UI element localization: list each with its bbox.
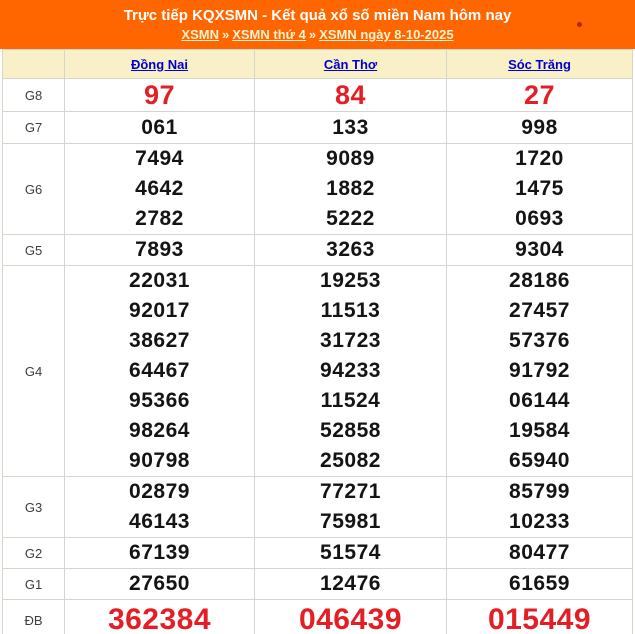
result-cell [65, 538, 255, 569]
result-cell [447, 538, 633, 569]
result-cell [65, 112, 255, 144]
lottery-results-table [2, 49, 633, 634]
result-cell [447, 79, 633, 112]
result-cell [65, 477, 255, 538]
result-number: 9304 [515, 238, 564, 261]
prize-row-g4 [3, 266, 633, 477]
result-cell [255, 112, 447, 144]
result-cell [447, 569, 633, 600]
result-number: 46143 [129, 510, 190, 533]
result-cell [65, 600, 255, 634]
result-number: 362384 [107, 603, 212, 634]
result-cell [65, 569, 255, 600]
result-number: 80477 [509, 541, 570, 564]
result-number: 65940 [509, 449, 570, 472]
breadcrumb-separator: » [308, 27, 317, 42]
result-cell [255, 79, 447, 112]
breadcrumb-link[interactable]: XSMN thứ 4 [232, 27, 306, 42]
result-number: 77271 [320, 480, 381, 503]
prize-row-g3 [3, 477, 633, 538]
province-link-dong-nai[interactable]: Đồng Nai [130, 56, 189, 72]
province-header-can-tho [255, 50, 447, 79]
result-number: 28186 [509, 269, 570, 292]
result-number: 10233 [509, 510, 570, 533]
result-number: 91792 [509, 359, 570, 382]
result-number: 94233 [320, 359, 381, 382]
result-number: 11524 [320, 389, 381, 412]
result-cell [255, 477, 447, 538]
prize-label: G5 [3, 235, 65, 266]
result-cell [255, 144, 447, 235]
result-number: 84 [334, 80, 367, 110]
province-header-row [3, 50, 633, 79]
result-number: 7494 [135, 147, 184, 170]
result-cell [65, 266, 255, 477]
result-number: 38627 [129, 329, 190, 352]
prize-row-g5 [3, 235, 633, 266]
result-number: 57376 [509, 329, 570, 352]
prize-label: G4 [3, 266, 65, 477]
result-number: 27650 [129, 572, 190, 595]
result-number: 133 [332, 115, 369, 139]
result-cell [65, 235, 255, 266]
prize-row-db [3, 600, 633, 634]
result-number: 92017 [129, 299, 190, 322]
page-title: Trực tiếp KQXSMN - Kết quả xổ số miền Nam hôm nay [123, 7, 512, 24]
result-number: 06144 [509, 389, 570, 412]
result-number: 3263 [326, 238, 375, 261]
result-cell [255, 600, 447, 634]
result-number: 98264 [129, 419, 190, 442]
result-cell [447, 477, 633, 538]
result-number: 4642 [135, 177, 184, 200]
province-header-soc-trang [447, 50, 633, 79]
result-number: 0693 [515, 207, 564, 230]
result-number: 2782 [135, 207, 184, 230]
result-cell [255, 266, 447, 477]
prize-label: G7 [3, 112, 65, 144]
breadcrumb [0, 26, 635, 43]
prize-label: G6 [3, 144, 65, 235]
province-link-soc-trang[interactable]: Sóc Trăng [508, 56, 571, 72]
result-number: 7893 [135, 238, 184, 261]
prize-label: G1 [3, 569, 65, 600]
result-cell [447, 266, 633, 477]
result-number: 52858 [320, 419, 381, 442]
result-cell [255, 235, 447, 266]
result-number: 046439 [298, 603, 403, 634]
result-cell [447, 600, 633, 634]
result-cell [65, 144, 255, 235]
result-number: 015449 [487, 603, 592, 634]
page-banner [0, 0, 635, 49]
result-cell [255, 538, 447, 569]
result-number: 27 [523, 80, 556, 110]
prize-row-g1 [3, 569, 633, 600]
result-number: 061 [141, 115, 178, 139]
result-number: 22031 [129, 269, 190, 292]
prize-label: ĐB [3, 600, 65, 634]
result-cell [447, 235, 633, 266]
result-number: 9089 [326, 147, 375, 170]
prize-row-g2 [3, 538, 633, 569]
result-number: 67139 [129, 541, 190, 564]
result-number: 25082 [320, 449, 381, 472]
prize-label: G2 [3, 538, 65, 569]
breadcrumb-link[interactable]: XSMN ngày 8-10-2025 [319, 27, 454, 42]
breadcrumb-link[interactable]: XSMN [181, 27, 219, 42]
result-number: 1882 [326, 177, 375, 200]
prize-row-g7 [3, 112, 633, 144]
prize-row-g6 [3, 144, 633, 235]
result-cell [447, 112, 633, 144]
result-number: 1475 [515, 177, 564, 200]
result-number: 95366 [129, 389, 190, 412]
result-number: 61659 [509, 572, 570, 595]
result-number: 19253 [320, 269, 381, 292]
result-number: 02879 [129, 480, 190, 503]
result-number: 1720 [515, 147, 564, 170]
result-cell [447, 144, 633, 235]
result-number: 51574 [320, 541, 381, 564]
result-cell [65, 79, 255, 112]
province-header-dong-nai [65, 50, 255, 79]
result-number: 11513 [320, 299, 381, 322]
result-number: 90798 [129, 449, 190, 472]
result-number: 998 [521, 115, 558, 139]
prize-column-header [3, 50, 65, 79]
province-link-can-tho[interactable]: Cần Thơ [323, 56, 378, 72]
result-number: 12476 [320, 572, 381, 595]
breadcrumb-separator: » [221, 27, 230, 42]
result-number: 27457 [509, 299, 570, 322]
result-number: 97 [143, 80, 176, 110]
result-number: 19584 [509, 419, 570, 442]
live-indicator-dot [577, 22, 582, 27]
result-number: 64467 [129, 359, 190, 382]
result-number: 31723 [320, 329, 381, 352]
prize-row-g8 [3, 79, 633, 112]
result-cell [255, 569, 447, 600]
prize-label: G8 [3, 79, 65, 112]
prize-label: G3 [3, 477, 65, 538]
result-number: 75981 [320, 510, 381, 533]
result-number: 85799 [509, 480, 570, 503]
result-number: 5222 [326, 207, 375, 230]
